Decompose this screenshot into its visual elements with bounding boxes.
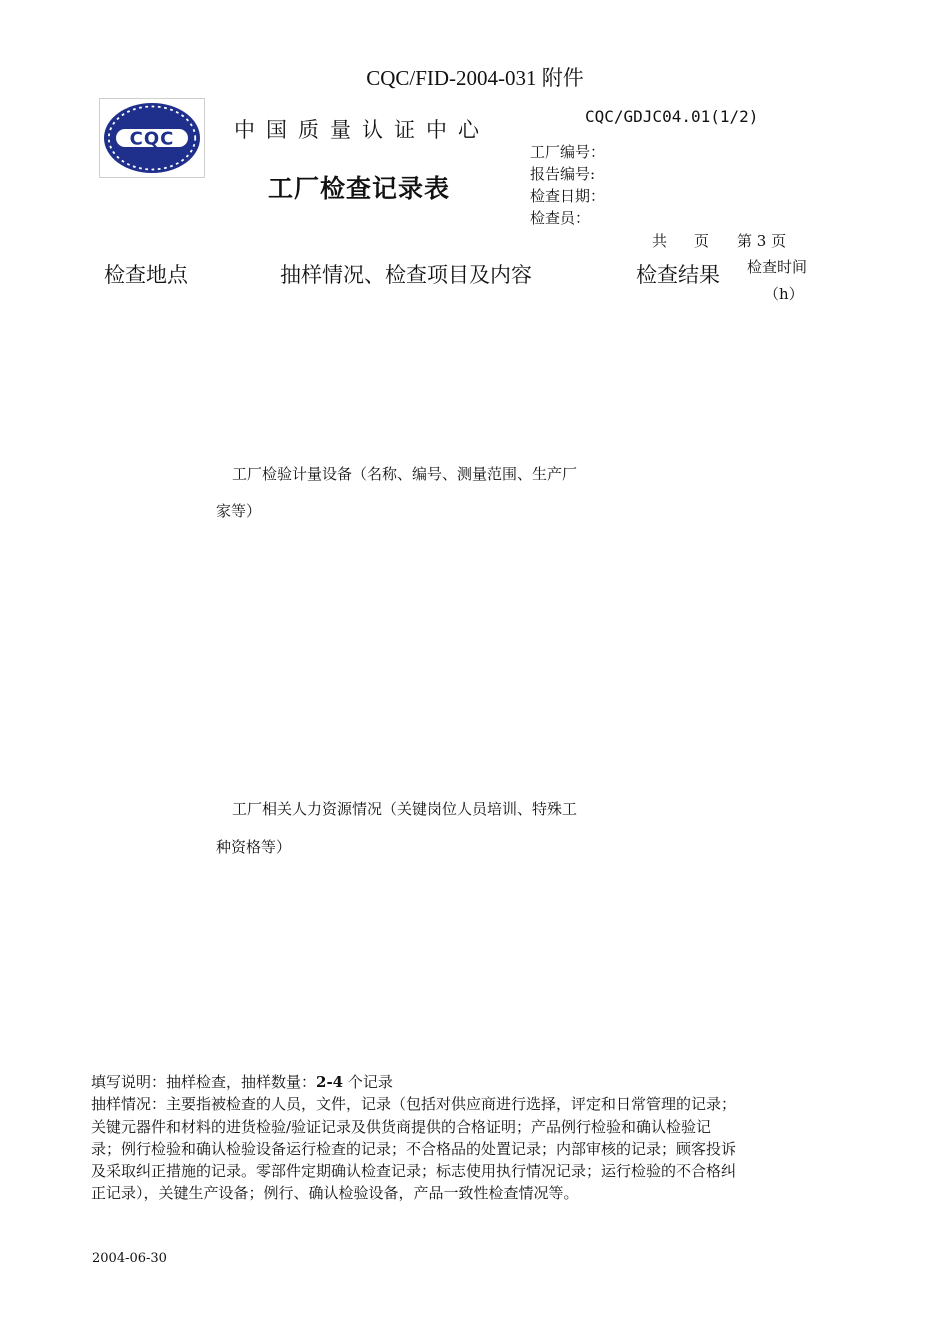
section-equipment-line2: 家等）	[216, 502, 262, 520]
column-header-result: 检查结果	[636, 263, 720, 287]
total-pages-suffix: 页	[694, 232, 710, 250]
form-code: CQC/GDJC04.01(1/2)	[585, 107, 759, 126]
section-personnel-line1: 工厂相关人力资源情况（关键岗位人员培训、特殊工	[232, 800, 578, 818]
column-header-content: 抽样情况、检查项目及内容	[280, 263, 532, 287]
sampling-note-line: 抽样情况：主要指被检查的人员，文件，记录（包括对供应商进行选择，评定和日常管理的记录；	[91, 1095, 737, 1114]
sampling-note-line: 录；例行检验和确认检验设备运行检查的记录；不合格品的处置记录；内部审核的记录；顾客投诉	[91, 1139, 737, 1158]
column-header-time-unit: （h）	[764, 285, 804, 303]
current-page: 第 3 页	[737, 232, 787, 250]
total-pages	[652, 230, 709, 251]
organization-name: 中国质量认证中心	[234, 118, 490, 142]
sampling-count-note: 填写说明：抽样检查，抽样数量：2-4 个记录	[91, 1073, 393, 1091]
factory-number-label: 工厂编号：	[530, 143, 606, 161]
inspector-label: 检查员：	[530, 209, 591, 227]
section-personnel-line2: 种资格等）	[216, 838, 292, 856]
form-title: 工厂检查记录表	[268, 174, 451, 203]
fill-instructions	[91, 1071, 811, 1205]
logo-text: CQC	[129, 128, 175, 150]
sampling-note-line: 及采取纠正措施的记录。零部件定期确认检查记录；标志使用执行情况记录；运行检验的不合格纠	[91, 1162, 737, 1181]
report-number-label: 报告编号:	[530, 165, 596, 183]
footer-date: 2004-06-30	[92, 1251, 167, 1266]
section-equipment-line1: 工厂检验计量设备（名称、编号、测量范围、生产厂	[232, 465, 578, 483]
column-header-location: 检查地点	[104, 263, 188, 287]
document-reference: CQC/FID-2004-031 附件	[366, 66, 584, 90]
total-pages-prefix: 共	[652, 232, 668, 250]
sampling-note-line: 关键元器件和材料的进货检验/验证记录及供货商提供的合格证明；产品例行检验和确认检验记	[91, 1117, 712, 1136]
cqc-logo	[99, 98, 205, 178]
sampling-count: 2-4	[316, 1073, 344, 1091]
inspection-date-label: 检查日期：	[530, 187, 606, 205]
column-header-time: 检查时间	[747, 258, 808, 276]
sampling-note-line: 正记录），关键生产设备；例行、确认检验设备，产品一致性检查情况等。	[91, 1184, 579, 1203]
